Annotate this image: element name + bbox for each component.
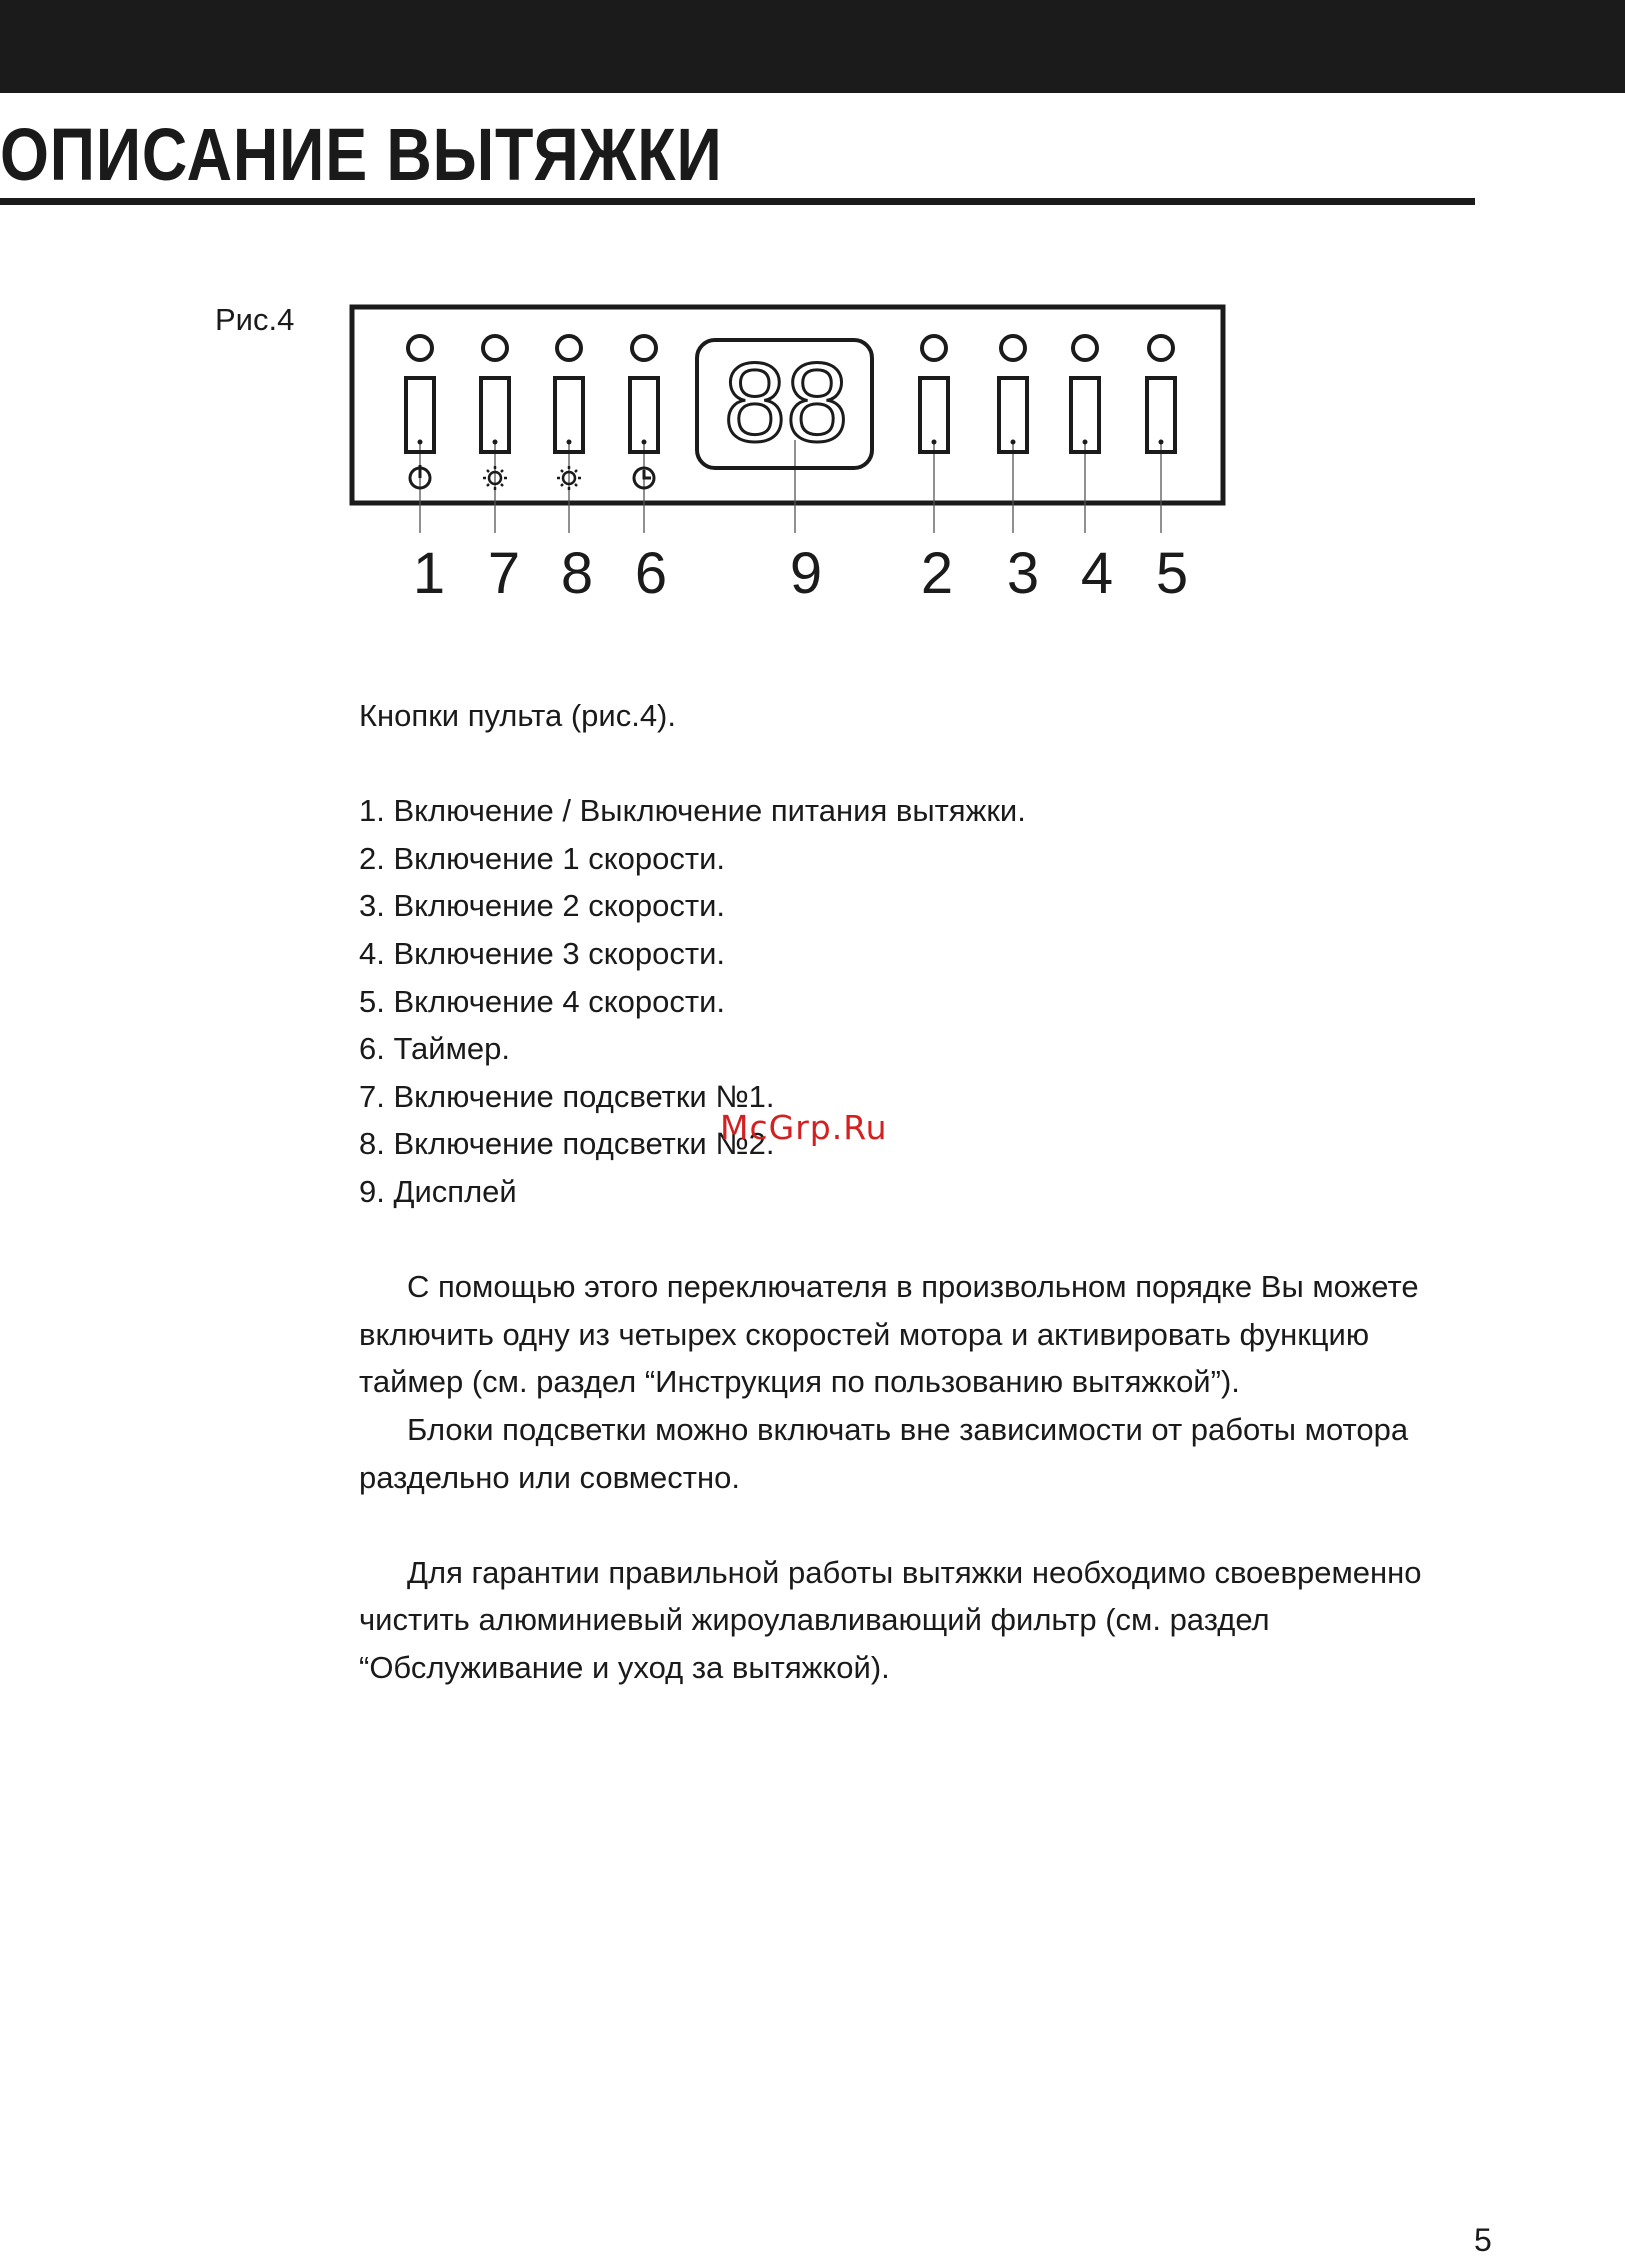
list-item: 3. Включение 2 скорости. [359,888,726,924]
callout-number: 3 [1006,541,1040,606]
watermark: McGrp.Ru [720,1108,888,1147]
callout-number: 8 [560,541,594,606]
callout-number: 6 [634,541,668,606]
button-light-2[interactable] [555,336,583,452]
description-body [359,692,1469,1691]
list-item: 1. Включение / Выключение питания вытяжки. [359,793,1026,829]
callout-number: 1 [412,541,446,606]
list-item: 5. Включение 4 скорости. [359,983,726,1019]
list-item: 7. Включение подсветки №1. [359,1078,775,1114]
button-power[interactable] [406,336,434,452]
paragraph-switch: С помощью этого переключателя в произвольном порядке Вы можете включить одну из четырех скоростей мотора и активировать функцию таймер (см. раздел “Инструкция по пользованию вытяжкой”). [359,1269,1419,1400]
list-item: 9. Дисплей [359,1173,517,1209]
list-item: 8. Включение подсветки №2. [359,1126,775,1162]
display-value: 88 [723,340,849,465]
buttons-list [359,787,1469,1215]
paragraph-filter: Для гарантии правильной работы вытяжки необходимо своевременно чистить алюминиевый жироулавливающий фильтр (см. раздел “Обслуживание и уход за вытяжкой). [359,1554,1422,1685]
button-speed-3[interactable] [1071,336,1099,452]
list-item: 4. Включение 3 скорости. [359,935,726,971]
list-item: 6. Таймер. [359,1031,510,1067]
control-panel-diagram [340,295,1240,615]
list-item: 2. Включение 1 скорости. [359,840,726,876]
figure-label: Рис.4 [215,302,295,337]
button-speed-4[interactable] [1147,336,1175,452]
buttons-intro: Кнопки пульта (рис.4). [359,698,676,733]
button-timer[interactable] [630,336,658,452]
callout-number: 2 [920,541,954,606]
callout-number: 7 [487,541,521,606]
display [697,340,872,468]
title-divider [0,198,1475,205]
header-bar [0,0,1625,93]
button-speed-2[interactable] [999,336,1027,452]
callout-number: 4 [1080,541,1114,606]
button-light-1[interactable] [481,336,509,452]
paragraph-lighting: Блоки подсветки можно включать вне зависимости от работы мотора раздельно или совместно. [359,1411,1409,1495]
button-speed-1[interactable] [920,336,948,452]
page-title: ОПИСАНИЕ ВЫТЯЖКИ [0,113,723,196]
callout-number: 9 [789,541,823,606]
page-number: 5 [1474,2222,1492,2258]
callout-number: 5 [1155,541,1189,606]
